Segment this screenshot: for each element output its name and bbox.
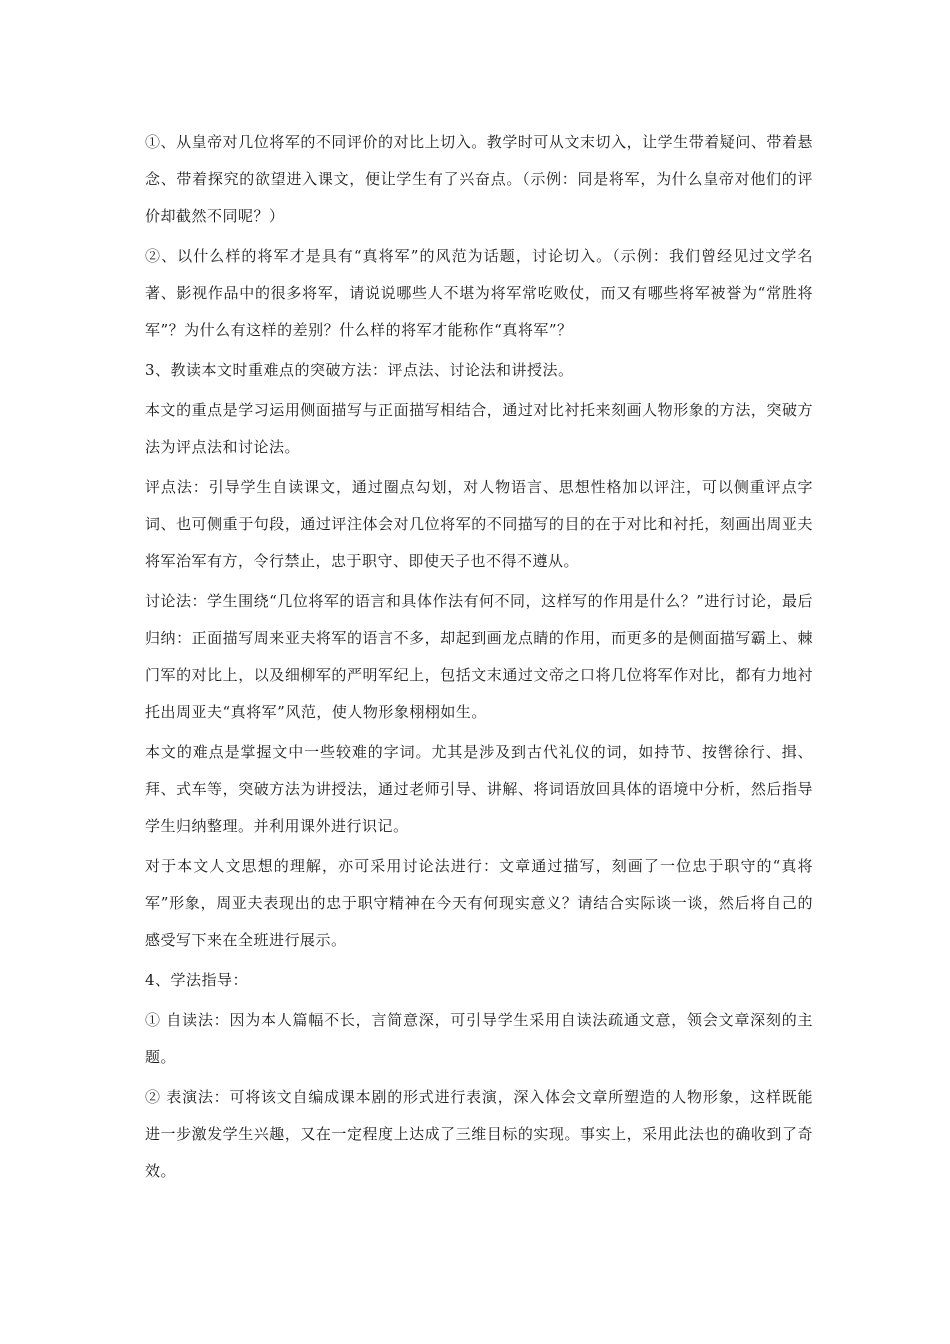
paragraph-difficult-point: 本文的难点是掌握文中一些较难的字词。尤其是涉及到古代礼仪的词，如持节、按辔徐行、揖、拜、式车等，突破方法为讲授法，通过老师引导、讲解、将词语放回具体的语境中分析，然后指导学生归纳整理。并利用课外进行识记。 (145, 743, 813, 835)
section-heading-4: 4、学法指导： (145, 971, 249, 989)
paragraph-humanistic-thought: 对于本文人文思想的理解，亦可采用讨论法进行：文章通过描写，刻画了一位忠于职守的“真将军”形象，周亚夫表现出的忠于职守精神在今天有何现实意义？请结合实际谈一谈，然后将自己的感受写下来在全班进行展示。 (145, 857, 813, 949)
paragraph-entry-1: ①、从皇帝对几位将军的不同评价的对比上切入。教学时可从文末切入，让学生带着疑问、带着悬念、带着探究的欲望进入课文，便让学生有了兴奋点。（示例：同是将军，为什么皇帝对他们的评价却截然不同呢？） (145, 133, 813, 225)
section-heading-3: 3、教读本文时重难点的突破方法：评点法、讨论法和讲授法。 (145, 361, 574, 379)
paragraph-performance: ② 表演法：可将该文自编成课本剧的形式进行表演，深入体会文章所塑造的人物形象，这样既能进一步激发学生兴趣，又在一定程度上达成了三维目标的实现。事实上，采用此法也的确收到了奇效。 (145, 1088, 813, 1180)
paragraph-evaluation-method: 评点法：引导学生自读课文，通过圈点勾划，对人物语言、思想性格加以评注，可以侧重评点字词、也可侧重于句段，通过评注体会对几位将军的不同描写的目的在于对比和衬托，刻画出周亚夫将军治军有方，令行禁止，忠于职守、即使天子也不得不遵从。 (145, 478, 813, 570)
document-body (145, 124, 813, 1193)
paragraph-key-point: 本文的重点是学习运用侧面描写与正面描写相结合，通过对比衬托来刻画人物形象的方法，突破方法为评点法和讨论法。 (145, 401, 813, 456)
paragraph-entry-2: ②、以什么样的将军才是具有“真将军”的风范为话题，讨论切入。（示例：我们曾经见过文学名著、影视作品中的很多将军，请说说哪些人不堪为将军常吃败仗，而又有哪些将军被誉为“常胜将军”？为什么有这样的差别？什么样的将军才能称作“真将军”？ (145, 247, 813, 339)
paragraph-self-reading: ① 自读法：因为本人篇幅不长，言简意深，可引导学生采用自读法疏通文意，领会文章深刻的主题。 (145, 1011, 813, 1066)
paragraph-discussion-method: 讨论法：学生围绕“几位将军的语言和具体作法有何不同，这样写的作用是什么？”进行讨论，最后归纳：正面描写周来亚夫将军的语言不多，却起到画龙点睛的作用，而更多的是侧面描写霸上、棘门军的对比上，以及细柳军的严明军纪上，包括文末通过文帝之口将几位将军作对比，都有力地衬托出周亚夫“真将军”风范，使人物形象栩栩如生。 (145, 592, 813, 721)
